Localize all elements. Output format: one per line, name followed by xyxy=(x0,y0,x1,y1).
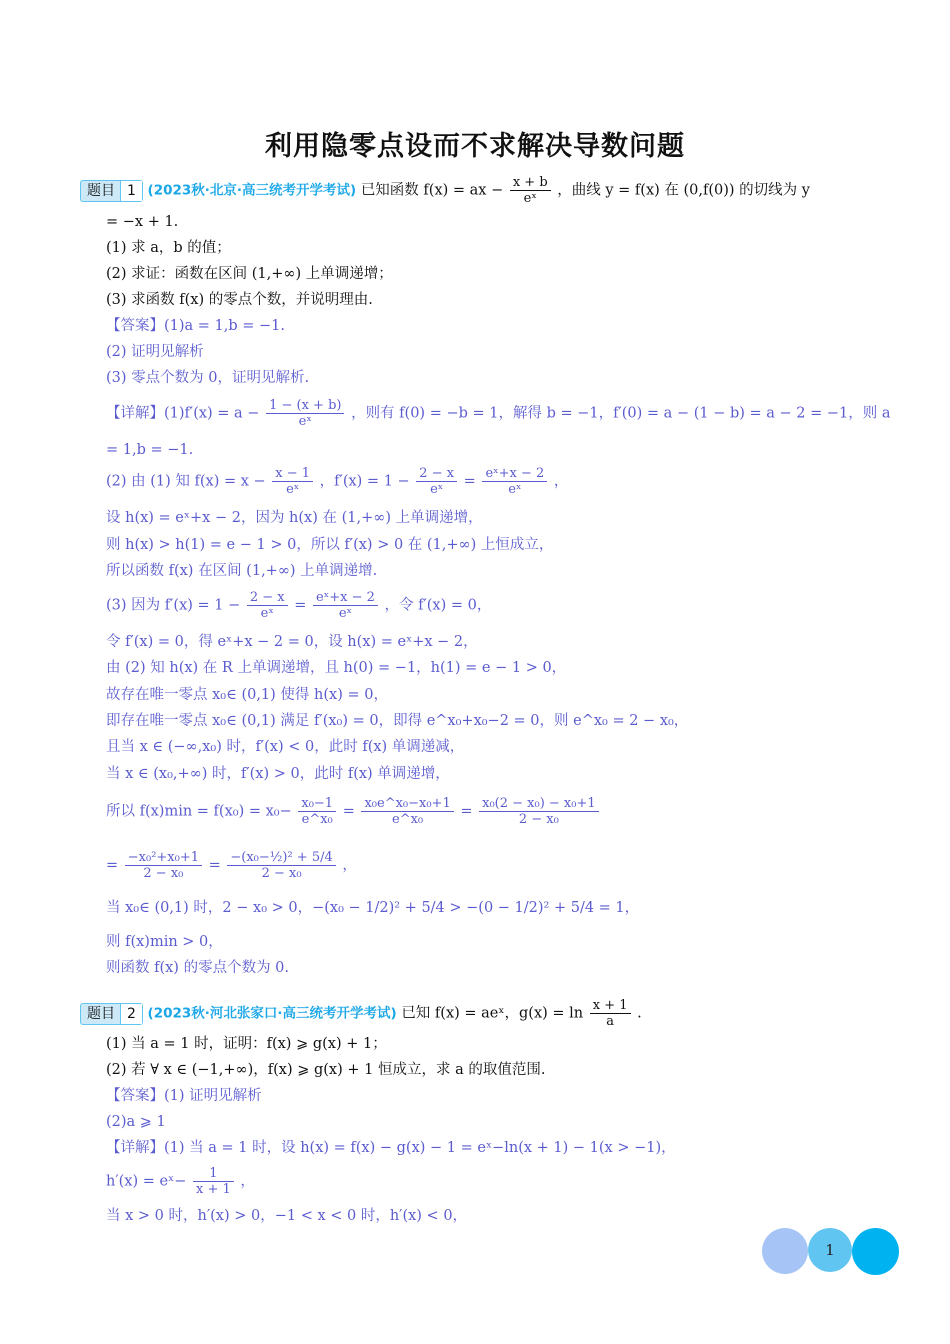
detail-line: 【详解】(1)f′(x) = a − $\frac{1 - (x + b)}{\text{eˣ}}$ ，则有 f(0) = −b = 1，解得 b = −1，f′(0) = a − (1 − b) = a − 2 = −1，则 a xyxy=(106,398,891,429)
question-1-tag: 题目 1 xyxy=(80,180,143,202)
detail-line: 由 (2) 知 h(x) 在 R 上单调递增，且 h(0) = −1，h(1) = e − 1 > 0， xyxy=(106,660,567,676)
detail-line: 当 x > 0 时，h′(x) > 0，−1 < x < 0 时，h′(x) < 0， xyxy=(106,1208,468,1224)
detail-line: = 1,b = −1. xyxy=(106,442,194,458)
question-1-part-2: (2) 求证：函数在区间 (1,+∞) 上单调递增； xyxy=(106,266,393,282)
answer-line: (2) 证明见解析 xyxy=(106,344,204,360)
page-number: 1 xyxy=(825,1241,835,1259)
detail-line: 故存在唯一零点 x₀∈ (0,1) 使得 h(x) = 0， xyxy=(106,687,388,703)
detail-line: 且当 x ∈ (−∞,x₀) 时，f′(x) < 0，此时 f(x) 单调递减， xyxy=(106,739,465,755)
detail-line: (3) 因为 f′(x) = 1 − $\frac{2 - x}{\text{eˣ}}$ = $\frac{\text{eˣ+x − 2}}{\text{eˣ}}$ ，令 f′(x) = 0， xyxy=(106,590,492,621)
footer-decor-circle xyxy=(762,1228,808,1274)
detail-line: 当 x₀∈ (0,1) 时，2 − x₀ > 0，−(x₀ − 1/2)² + 5/4 > −(0 − 1/2)² + 5/4 = 1， xyxy=(106,900,640,916)
detail-line: 所以函数 f(x) 在区间 (1,+∞) 上单调递增. xyxy=(106,563,378,579)
detail-line: 则 h(x) > h(1) = e − 1 > 0，所以 f′(x) > 0 在 (1,+∞) 上恒成立， xyxy=(106,537,554,553)
question-2-source: (2023秋·河北张家口·高三统考开学考试) xyxy=(147,1005,397,1022)
detail-line: 设 h(x) = eˣ+x − 2，因为 h(x) 在 (1,+∞) 上单调递增， xyxy=(106,510,483,526)
answer-line: (2)a ⩾ 1 xyxy=(106,1114,166,1130)
question-1-part-1: (1) 求 a，b 的值； xyxy=(106,240,231,256)
answer-line: 【答案】(1)a = 1,b = −1. xyxy=(106,318,286,334)
question-2-tag: 题目 2 xyxy=(80,1003,143,1025)
answer-line: 【答案】(1) 证明见解析 xyxy=(106,1088,262,1104)
detail-line: 即存在唯一零点 x₀∈ (0,1) 满足 f′(x₀) = 0，即得 e^x₀+x₀−2 = 0，则 e^x₀ = 2 − x₀， xyxy=(106,713,689,729)
detail-line: 则 f(x)min > 0， xyxy=(106,934,223,950)
question-1-stem-cont: = −x + 1. xyxy=(106,214,179,230)
detail-line: 则函数 f(x) 的零点个数为 0. xyxy=(106,960,290,976)
detail-line: 令 f′(x) = 0，得 eˣ+x − 2 = 0，设 h(x) = eˣ+x − 2， xyxy=(106,634,478,650)
footer-decor-circle xyxy=(852,1228,899,1275)
question-1-stem: 题目 1 (2023秋·北京·高三统考开学考试) 已知函数 f(x) = ax − $\frac{x + b}{\text{eˣ}}$ ，曲线 y = f(x) 在 (0,f(0)) 的切线为 y xyxy=(80,175,810,206)
answer-line: (3) 零点个数为 0，证明见解析. xyxy=(106,370,310,386)
page-title: 利用隐零点设而不求解决导数问题 xyxy=(265,131,685,162)
detail-line: 当 x ∈ (x₀,+∞) 时，f′(x) > 0，此时 f(x) 单调递增， xyxy=(106,766,450,782)
detail-line: h′(x) = eˣ− $\frac{1}{x + 1}$ ， xyxy=(106,1166,255,1197)
question-1-part-3: (3) 求函数 f(x) 的零点个数，并说明理由. xyxy=(106,292,373,308)
question-2-part-2: (2) 若 ∀ x ∈ (−1,+∞)，f(x) ⩾ g(x) + 1 恒成立，求 a 的取值范围. xyxy=(106,1062,546,1078)
stem-fraction: $\frac{x + b}{\text{eˣ}}$ xyxy=(510,175,551,206)
question-2-part-1: (1) 当 a = 1 时，证明：f(x) ⩾ g(x) + 1； xyxy=(106,1036,387,1052)
question-1-source: (2023秋·北京·高三统考开学考试) xyxy=(147,182,357,199)
detail-line: 所以 f(x)min = f(x₀) = x₀− $\frac{\text{x₀−1}}{\text{e\textasciicircum{}x₀}}$ = $\frac{\text{x₀e\textasciicircum{}x₀−x₀+1}}{\text{e\textasciicircum{}x₀}}$ = $\frac{\text{x₀(2 − x₀) − x₀+1}}{\text{2 − x₀}}$ xyxy=(106,796,601,827)
question-2-stem: 题目 2 (2023秋·河北张家口·高三统考开学考试) 已知 f(x) = aeˣ，g(x) = ln $\frac{x + 1}{a}$ . xyxy=(80,998,642,1029)
detail-line: 【详解】(1) 当 a = 1 时，设 h(x) = f(x) − g(x) − 1 = eˣ−ln(x + 1) − 1(x > −1)， xyxy=(106,1140,676,1156)
detail-line: (2) 由 (1) 知 f(x) = x − $\frac{x - 1}{\text{eˣ}}$ ，f′(x) = 1 − $\frac{2 - x}{\text{eˣ}}$ = $\frac{\text{eˣ+x − 2}}{\text{eˣ}}$ ， xyxy=(106,466,569,497)
detail-line: = $\frac{\text{−x₀²+x₀+1}}{\text{2 − x₀}}$ = $\frac{\text{−(x₀−½)² + 5/4}}{\text{2 − x₀}}$ ， xyxy=(106,850,357,881)
